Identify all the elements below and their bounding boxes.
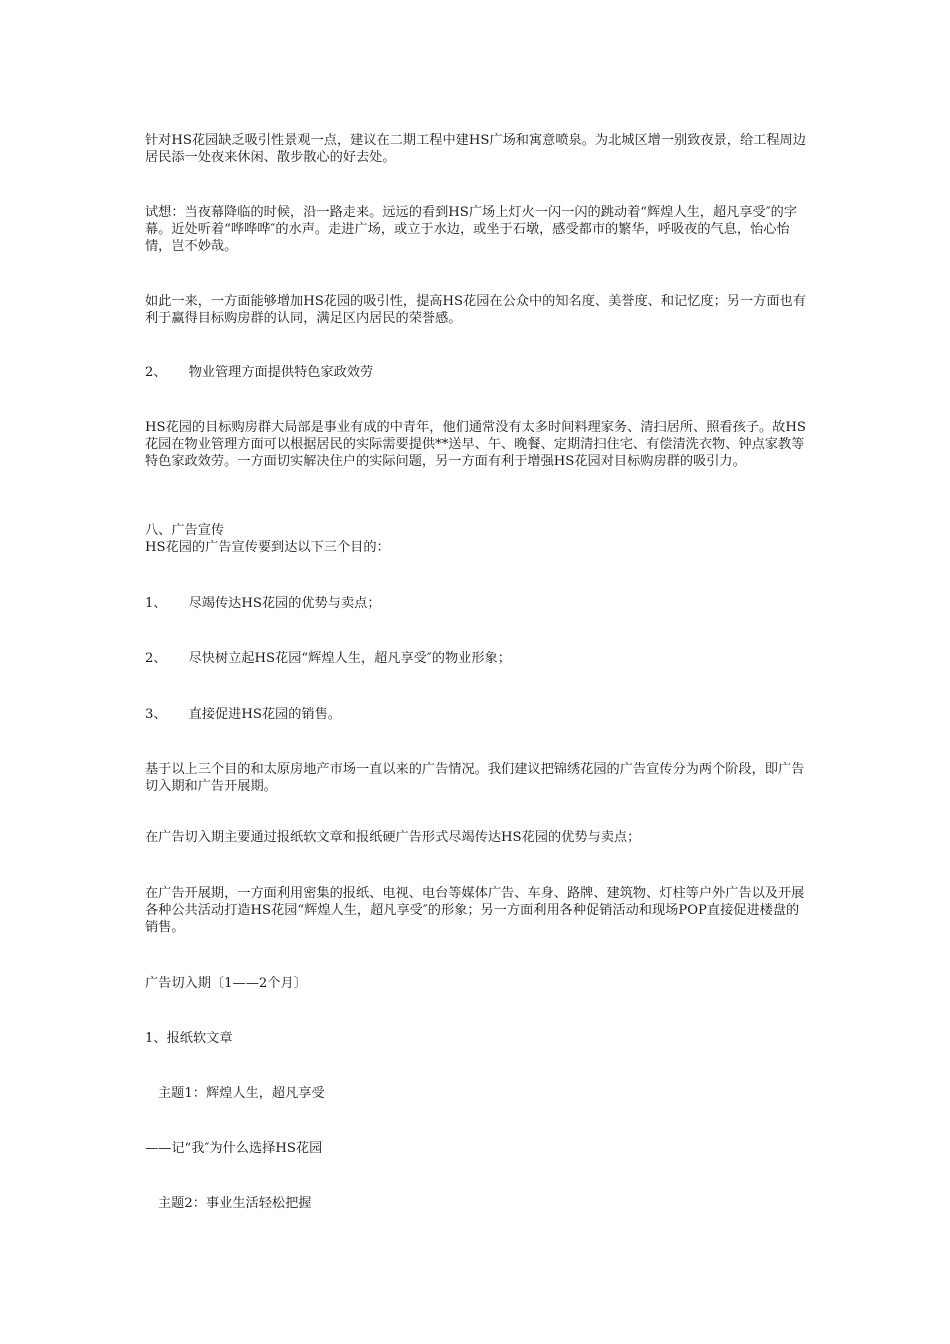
theme-2: 主题2：事业生活轻松把握 <box>158 1196 312 1211</box>
goal-item-2 <box>145 650 810 667</box>
heading-newspaper-articles: 1、报纸软文章 <box>145 1031 233 1046</box>
paragraph-housekeeping: HS花园的目标购房群大局部是事业有成的中青年，他们通常没有太多时间料理家务、清扫居所、照看孩子。故HS花园在物业管理方面可以根据居民的实际需要提供**送早、午、晚餐、定期清扫住宅、有偿清洗衣物、钟点家教等特色家政效劳。一方面切实解决住户的实际问题，另一方面有利于增强HS花园对目标购房群的吸引力。 <box>145 420 806 469</box>
list-number: 1、 <box>145 596 167 611</box>
list-text: 尽快树立起HS花园“辉煌人生，超凡享受″的物业形象； <box>188 651 511 666</box>
list-text: 直接促进HS花园的销售。 <box>188 707 341 722</box>
paragraph-benefits: 如此一来，一方面能够增加HS花园的吸引性，提高HS花园在公众中的知名度、美誉度、和记忆度；另一方面也有利于赢得目标购房群的认同，满足区内居民的荣誉感。 <box>145 294 806 326</box>
list-number: 3、 <box>145 707 167 722</box>
goal-item-3 <box>145 706 810 723</box>
list-number: 2、 <box>145 651 167 666</box>
list-number: 2、 <box>145 365 167 380</box>
paragraph-night-scene: 试想：当夜幕降临的时候，沿一路走来。远远的看到HS广场上灯火一闪一闪的跳动着“辉煌人生，超凡享受″的字幕。近处听着“哗哗哗″的水声。走进广场，或立于水边，或坐于石墩，感受都市的繁华，呼吸夜的气息，怡心怡情，岂不妙哉。 <box>145 205 798 254</box>
paragraph-expansion-phase: 在广告开展期，一方面利用密集的报纸、电视、电台等媒体广告、车身、路牌、建筑物、灯柱等户外广告以及开展各种公共活动打造HS花园“辉煌人生，超凡享受″的形象；另一方面利用各种促销活动和现场POP直接促进楼盘的销售。 <box>145 886 805 935</box>
list-text: 物业管理方面提供特色家政效劳 <box>188 365 374 380</box>
section-heading-advertising: 八、广告宣传 <box>145 523 225 538</box>
paragraph-two-phases: 基于以上三个目的和太原房地产市场一直以来的广告情况。我们建议把锦绣花园的广告宣传分为两个阶段，即广告切入期和广告开展期。 <box>145 762 805 794</box>
theme-1-subtitle: ——记“我″为什么选择HS花园 <box>145 1141 323 1156</box>
list-text: 尽竭传达HS花园的优势与卖点； <box>188 596 381 611</box>
list-item-property-service <box>145 364 810 381</box>
heading-entry-phase: 广告切入期〔1——2个月〕 <box>145 976 307 991</box>
paragraph-advertising-intro: HS花园的广告宣传要到达以下三个目的： <box>145 540 390 555</box>
theme-1: 主题1：辉煌人生，超凡享受 <box>158 1086 325 1101</box>
goal-item-1 <box>145 595 810 612</box>
paragraph-entry-phase: 在广告切入期主要通过报纸软文章和报纸硬广告形式尽竭传达HS花园的优势与卖点； <box>145 830 641 845</box>
paragraph-hs-square-proposal: 针对HS花园缺乏吸引性景观一点，建议在二期工程中建HS广场和寓意喷泉。为北城区增一别致夜景，给工程周边居民添一处夜来休闲、散步散心的好去处。 <box>145 133 806 165</box>
